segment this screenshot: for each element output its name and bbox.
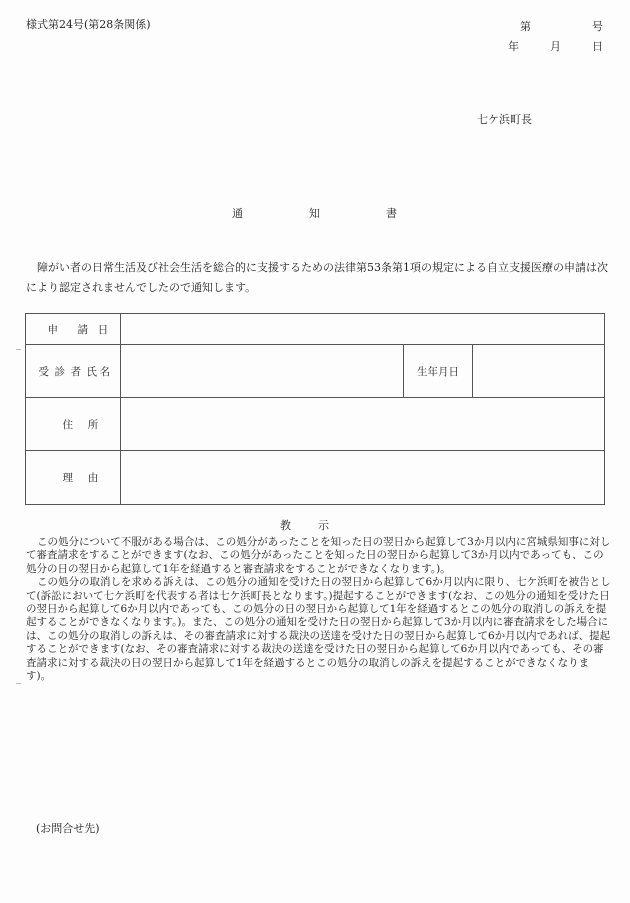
patient-name-field[interactable]: [121, 345, 404, 398]
label-char: 住: [62, 418, 73, 431]
document-title: [232, 205, 397, 221]
margin-mark: _: [16, 339, 21, 350]
reason-field[interactable]: [121, 451, 605, 505]
birth-date-label: 生年月日: [404, 345, 473, 398]
date-day-label: 日: [592, 40, 603, 53]
label-char: 所: [87, 418, 99, 431]
label-char: 名: [99, 365, 111, 378]
instruction-title: [280, 517, 329, 533]
label-char: 請: [77, 323, 88, 336]
contact-label: (お問合せ先): [36, 822, 100, 835]
birth-date-field[interactable]: [473, 345, 605, 398]
table-row-patient-name: [26, 345, 605, 398]
label-char: 診: [54, 365, 65, 378]
title-char: 示: [318, 519, 329, 532]
application-date-label: [26, 314, 121, 345]
address-field[interactable]: [121, 398, 605, 451]
table-row-reason: [26, 451, 605, 505]
title-char: 知: [309, 207, 320, 220]
notice-info-table: [25, 313, 605, 505]
form-number: 様式第24号(第28条関係): [26, 18, 151, 31]
document-number-prefix: 第: [520, 20, 531, 33]
document-number-suffix: 号: [592, 20, 603, 33]
application-date-field[interactable]: [121, 314, 605, 345]
label-char: 氏: [86, 365, 97, 378]
instruction-paragraph: この処分の取消しを求める訴えは、この処分の通知を受けた日の翌日から起算して6か月以内に限り、七ケ浜町を被告として(訴訟において七ケ浜町を代表する者は七ケ浜町長となります。)提起することができます(なお、この処分の通知を受けた日の翌日から起算して6か月以内であっても、この処分の日の翌日から起算して1年を経過するとこの処分の取消しの訴えを提起することができなくなります。)。また、この処分の通知を受けた日の翌日から起算して3か月以内に審査請求をした場合には、この処分の取消しの訴えは、その審査請求に対する裁決の送達を受けた日の翌日から起算して6か月以内であれば、提起することができます(なお、その審査請求に対する裁決の送達を受けた日の翌日から起算して6か月以内であっても、その審査請求に対する裁決の日の翌日から起算して1年を経過するとこの処分の取消しの訴えを提起することができなくなります)。: [26, 576, 611, 683]
title-char: 教: [280, 519, 291, 532]
label-char: 由: [87, 472, 99, 484]
table-row-application-date: [26, 314, 605, 345]
table-row-address: [26, 398, 605, 451]
label-char: 者: [70, 365, 81, 378]
date-month-label: 月: [550, 40, 561, 53]
label-char: 理: [62, 472, 73, 484]
instruction-body: [26, 536, 612, 683]
instruction-paragraph: この処分について不服がある場合は、この処分があったことを知った日の翌日から起算して3か月以内に宮城県知事に対して審査請求をすることができます(なお、この処分があったことを知った日の翌日から起算して3か月以内であっても、この処分の日の翌日から起算して1年を経過すると審査請求をすることができなくなります。)。: [26, 536, 611, 575]
label-char: 受: [38, 365, 49, 378]
address-label: [26, 398, 121, 451]
margin-mark: _: [16, 673, 21, 684]
date-year-label: 年: [508, 40, 519, 53]
patient-name-label: [26, 345, 121, 398]
reason-label: [26, 451, 121, 505]
title-char: 書: [386, 207, 397, 220]
label-char: 日: [97, 323, 109, 336]
issuer-name: 七ケ浜町長: [477, 113, 532, 126]
label-char: 申: [47, 323, 58, 336]
intro-paragraph: 障がい者の日常生活及び社会生活を総合的に支援するための法律第53条第1項の規定による自立支援医療の申請は次により認定されませんでしたので通知します。: [26, 261, 608, 294]
title-char: 通: [232, 207, 243, 220]
